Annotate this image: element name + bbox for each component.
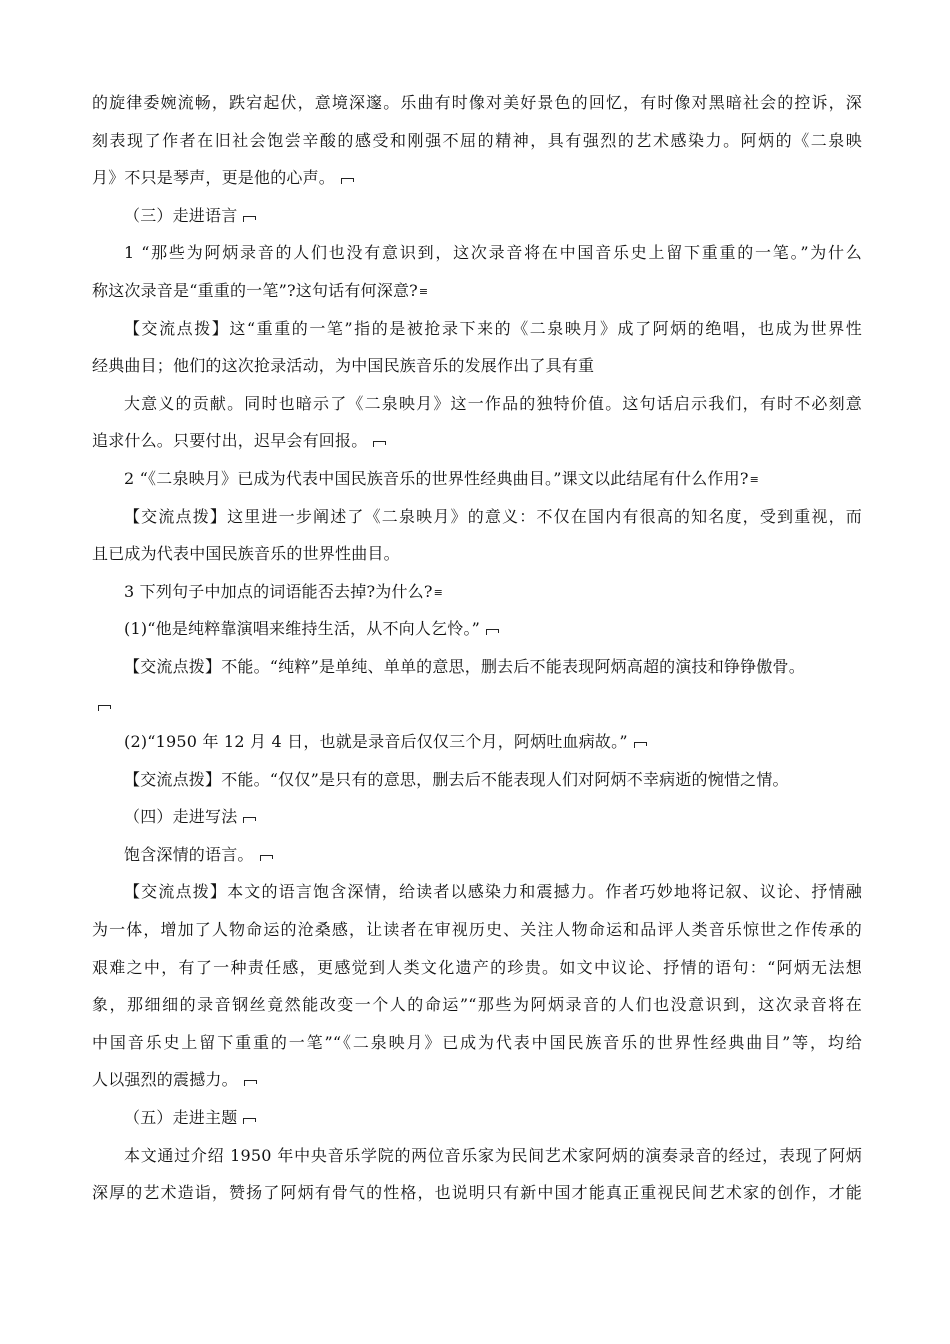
text-line — [92, 272, 862, 310]
text-line — [92, 798, 862, 836]
text-line-content: 3 下列句子中加点的词语能否去掉?为什么? — [124, 581, 433, 601]
paragraph-return-icon — [486, 627, 499, 636]
text-line-content: 【交流点拨】这“重重的一笔”指的是被抢录下来的《二泉映月》成了阿炳的绝唱，也成为世界性 — [124, 318, 862, 338]
text-line-content: 1 “那些为阿炳录音的人们也没有意识到，这次录音将在中国音乐史上留下重重的一笔。”为什么 — [124, 243, 862, 263]
line-break-icon: ≡ — [418, 284, 429, 298]
text-line — [92, 310, 862, 348]
text-line — [92, 498, 862, 536]
document-page — [92, 84, 862, 1212]
text-line-content: 【交流点拨】这里进一步阐述了《二泉映月》的意义：不仅在国内有很高的知名度，受到重视，而 — [124, 506, 862, 526]
paragraph-return-icon — [243, 1116, 256, 1125]
text-line-content: 艰难之中，有了一种责任感，更感觉到人类文化遗产的珍贵。如文中议论、抒情的语句：“阿炳无法想 — [92, 957, 862, 977]
text-line — [92, 761, 862, 799]
text-line-content: 【交流点拨】不能。“纯粹”是单纯、单单的意思，删去后不能表现阿炳高超的演技和铮铮傲骨。 — [124, 656, 805, 676]
text-line — [92, 873, 862, 911]
text-line-content: 追求什么。只要付出，迟早会有回报。 — [92, 431, 368, 451]
text-line-content: (2)“1950 年 12 月 4 日，也就是录音后仅仅三个月，阿炳吐血病故。” — [124, 732, 628, 752]
paragraph-return-icon — [260, 853, 273, 862]
text-line — [92, 986, 862, 1024]
paragraph-return-icon — [244, 1078, 257, 1087]
text-line — [92, 723, 862, 761]
text-line — [92, 1099, 862, 1137]
text-line-content: （三）走进语言 — [124, 205, 238, 225]
text-line-content: 中国音乐史上留下重重的一笔”“《二泉映月》已成为代表中国民族音乐的世界性经典曲目”等，均给 — [92, 1032, 862, 1052]
text-line — [92, 1137, 862, 1175]
text-line-content: (1)“他是纯粹靠演唱来维持生活，从不向人乞怜。” — [124, 619, 481, 639]
text-line-content: 【交流点拨】不能。“仅仅”是只有的意思，删去后不能表现人们对阿炳不幸病逝的惋惜之情。 — [124, 769, 789, 789]
paragraph-return-icon — [98, 703, 111, 712]
text-line-content: 深厚的艺术造诣，赞扬了阿炳有骨气的性格，也说明只有新中国才能真正重视民间艺术家的创作，才能 — [92, 1183, 862, 1203]
text-line-content: 为一体，增加了人物命运的沧桑感，让读者在审视历史、关注人物命运和品评人类音乐惊世之作传承的 — [92, 920, 862, 940]
paragraph-return-icon — [341, 176, 354, 185]
text-line-content: 刻表现了作者在旧社会饱尝辛酸的感受和刚强不屈的精神，具有强烈的艺术感染力。阿炳的《二泉映 — [92, 130, 862, 150]
paragraph-return-icon — [243, 815, 256, 824]
text-line-content: （五）走进主题 — [124, 1108, 238, 1128]
text-line-content: 象，那细细的录音钢丝竟然能改变一个人的命运”“那些为阿炳录音的人们也没意识到，这次录音将在 — [92, 995, 862, 1015]
text-line-content: 的旋律委婉流畅，跌宕起伏，意境深邃。乐曲有时像对美好景色的回忆，有时像对黑暗社会的控诉，深 — [92, 93, 862, 112]
text-line — [92, 648, 862, 686]
paragraph-return-icon — [373, 439, 386, 448]
text-line — [92, 573, 862, 611]
text-line — [92, 686, 862, 724]
text-line — [92, 610, 862, 648]
text-line — [92, 197, 862, 235]
text-line — [92, 122, 862, 160]
text-line-content: 饱含深情的语言。 — [124, 844, 254, 864]
paragraph-return-icon — [243, 214, 256, 223]
line-break-icon: ≡ — [749, 472, 760, 486]
text-line — [92, 949, 862, 987]
text-line — [92, 159, 862, 197]
text-line — [92, 385, 862, 423]
text-line — [92, 911, 862, 949]
text-line-content: 月》不只是琴声，更是他的心声。 — [92, 168, 336, 188]
text-line-content: 人以强烈的震撼力。 — [92, 1070, 238, 1090]
text-line — [92, 1061, 862, 1099]
text-line — [92, 1024, 862, 1062]
text-line — [92, 460, 862, 498]
text-line — [92, 535, 862, 573]
text-line-content: 【交流点拨】本文的语言饱含深情，给读者以感染力和震撼力。作者巧妙地将记叙、议论、抒情融 — [124, 882, 862, 902]
text-line-content: 且已成为代表中国民族音乐的世界性曲目。 — [92, 544, 400, 564]
line-break-icon: ≡ — [433, 585, 444, 599]
text-line-content: （四）走进写法 — [124, 807, 238, 827]
text-line-content: 本文通过介绍 1950 年中央音乐学院的两位音乐家为民间艺术家阿炳的演奏录音的经过，表现了阿炳 — [124, 1145, 862, 1165]
text-line-content: 大意义的贡献。同时也暗示了《二泉映月》这一作品的独特价值。这句话启示我们，有时不必刻意 — [124, 393, 862, 413]
text-line — [92, 422, 862, 460]
text-line-content: 2 “《二泉映月》已成为代表中国民族音乐的世界性经典曲目。”课文以此结尾有什么作用? — [124, 468, 749, 488]
text-line — [92, 1174, 862, 1212]
text-line-content: 经典曲目；他们的这次抢录活动，为中国民族音乐的发展作出了具有重 — [92, 356, 595, 376]
text-line-content: 称这次录音是“重重的一笔”?这句话有何深意? — [92, 280, 418, 300]
text-line — [92, 84, 862, 122]
text-line — [92, 347, 862, 385]
text-line — [92, 234, 862, 272]
text-line — [92, 836, 862, 874]
paragraph-return-icon — [634, 740, 647, 749]
